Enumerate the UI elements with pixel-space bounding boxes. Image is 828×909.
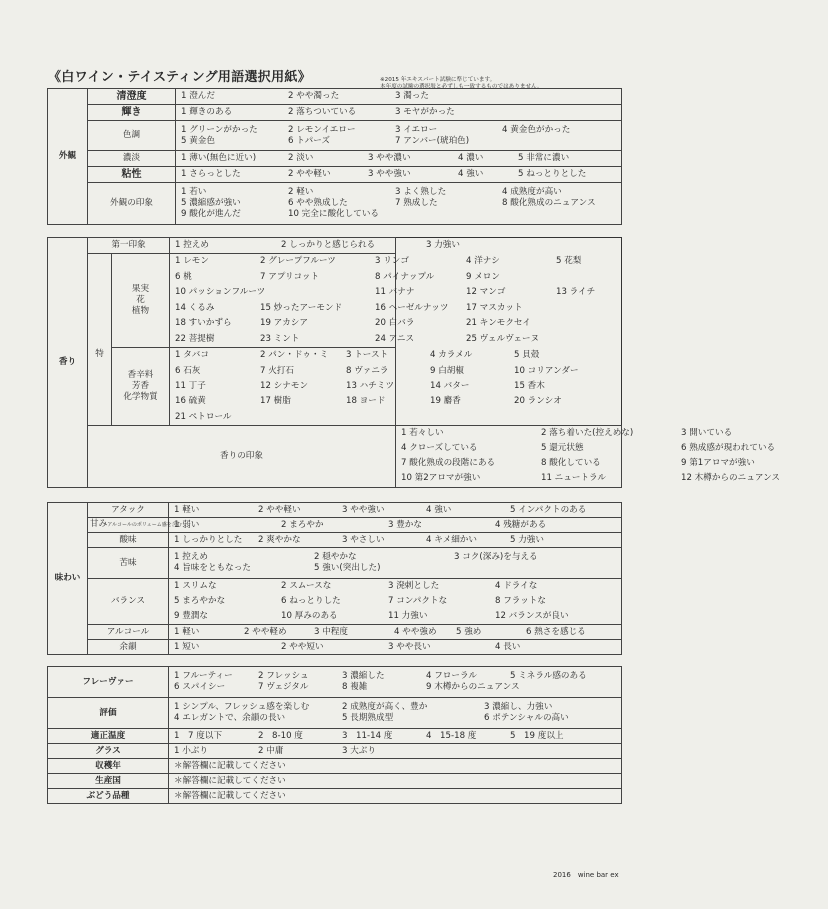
option[interactable]: 1 7 度以下: [174, 730, 223, 741]
option[interactable]: 2 やや軽め: [244, 626, 287, 637]
option[interactable]: 10 第2アロマが強い: [401, 473, 481, 484]
option[interactable]: 1 グリーンがかった: [181, 124, 258, 135]
options: [396, 425, 781, 487]
option[interactable]: 2 まろやか: [281, 519, 324, 530]
options: [176, 121, 622, 151]
option[interactable]: 4 黄金色がかった: [502, 124, 571, 135]
option[interactable]: 4 キメ細かい: [426, 534, 477, 545]
option[interactable]: 2 しっかりと感じられる: [281, 240, 376, 250]
answer-note[interactable]: ＊解答欄に記載してください: [174, 760, 286, 771]
color-row: [48, 121, 622, 151]
option[interactable]: 5 まろやかな: [174, 596, 226, 606]
option[interactable]: 3 濃縮し、力強い: [484, 702, 553, 712]
option[interactable]: 1 輝きのある: [181, 107, 233, 117]
option[interactable]: 18 ヨード: [346, 396, 386, 407]
option[interactable]: 5 ねっとりとした: [518, 169, 587, 179]
row-label: ぶどう品種: [48, 789, 169, 804]
option[interactable]: 4 長い: [495, 641, 521, 652]
option[interactable]: 1 スリムな: [174, 581, 217, 591]
option[interactable]: 6 スパイシー: [174, 682, 226, 692]
exam-note-line: ※2015 年エキスパート試験に準じています。: [380, 77, 496, 83]
balance-row: [48, 579, 622, 625]
option[interactable]: 4 やや強め: [394, 626, 437, 637]
option[interactable]: 3 溌剌とした: [388, 581, 440, 591]
option[interactable]: 1 軽い: [174, 626, 200, 637]
option[interactable]: 6 やや熟成した: [288, 198, 348, 208]
option[interactable]: 1 小ぶり: [174, 745, 208, 756]
option[interactable]: 7 ヴェジタル: [258, 682, 309, 692]
option[interactable]: 2 フレッシュ: [258, 671, 309, 681]
option[interactable]: 2 やや軽い: [258, 504, 301, 515]
option[interactable]: 6 ポテンシャルの高い: [484, 713, 569, 723]
option[interactable]: 3 開いている: [681, 428, 733, 439]
row-label: [88, 518, 182, 533]
option[interactable]: 2 中庸: [258, 745, 284, 756]
option[interactable]: 5 力強い: [510, 534, 544, 545]
option[interactable]: 7 アンバー(琥珀色): [395, 135, 470, 146]
option[interactable]: 2 淡い: [288, 153, 314, 163]
option[interactable]: 14 くるみ: [175, 302, 215, 313]
option[interactable]: 17 マスカット: [466, 302, 523, 313]
intensity-row: [48, 151, 622, 167]
option[interactable]: 3 11-14 度: [342, 730, 393, 741]
option[interactable]: 4 濃い: [458, 153, 484, 163]
row-label: 生産国: [48, 774, 169, 789]
row-label: アルコール: [88, 625, 169, 640]
option[interactable]: 4 強い: [426, 504, 452, 515]
option[interactable]: 2 成熟度が高く、豊か: [342, 702, 428, 712]
option[interactable]: 4 強い: [458, 169, 484, 179]
row-label: バランス: [88, 579, 169, 625]
option[interactable]: 13 ライチ: [556, 287, 596, 298]
option[interactable]: 6 熟成感が現われている: [681, 443, 776, 454]
option[interactable]: 3 リンゴ: [375, 256, 409, 267]
fruit-label: [112, 254, 170, 348]
option[interactable]: 3 やや長い: [388, 641, 431, 652]
option[interactable]: 16 ヘーゼルナッツ: [375, 302, 449, 313]
option[interactable]: 1 フルーティー: [174, 671, 233, 681]
options: [176, 89, 622, 105]
option[interactable]: 3 やや強い: [368, 169, 411, 179]
option[interactable]: 5 ミネラル感のある: [510, 671, 587, 681]
options: [169, 625, 622, 640]
options: [169, 518, 622, 533]
viscosity-row: [48, 167, 622, 183]
options: [169, 729, 622, 744]
option[interactable]: 10 パッションフルーツ: [175, 287, 266, 298]
finish-row: [48, 640, 622, 655]
option[interactable]: 2 8-10 度: [258, 730, 303, 741]
option[interactable]: 5 強い(突出した): [314, 563, 381, 573]
option[interactable]: 1 さらっとした: [181, 169, 241, 179]
country-row: [48, 774, 622, 789]
option[interactable]: 3 濃縮した: [342, 671, 385, 681]
row-label: 清澄度: [88, 89, 176, 105]
option[interactable]: 4 クローズしている: [401, 443, 478, 454]
options: [169, 667, 622, 698]
options: [169, 744, 622, 759]
first-impression-row: [48, 238, 622, 254]
options: [176, 151, 622, 167]
option[interactable]: 20 白バラ: [375, 318, 415, 329]
option[interactable]: 9 白胡椒: [430, 365, 464, 376]
option[interactable]: 21 ペトロール: [175, 411, 232, 422]
option[interactable]: 6 熱さを感じる: [526, 626, 586, 637]
option[interactable]: 2 爽やかな: [258, 534, 301, 545]
option[interactable]: 2 落ち着いた(控えめな): [541, 428, 634, 439]
fruit-label-line: 花: [136, 295, 145, 305]
option[interactable]: 7 酸化熟成の段階にある: [401, 458, 496, 469]
option[interactable]: 9 第1アロマが強い: [681, 458, 755, 469]
fruit-row: [48, 254, 622, 348]
option[interactable]: 7 コンパクトな: [388, 596, 448, 606]
spice-label-line: 化学物質: [123, 391, 158, 402]
option[interactable]: 4 残糖がある: [495, 519, 547, 530]
brilliance-row: [48, 105, 622, 121]
fruit-label-line: 植物: [131, 306, 150, 316]
appearance-impression-row: [48, 183, 622, 225]
option[interactable]: 3 力強い: [426, 240, 460, 250]
exam-note-line: 本年度の試験の選択肢と必ずしも一致するものではありません。: [380, 84, 543, 90]
row-label: 外観の印象: [88, 183, 176, 225]
option[interactable]: 11 力強い: [388, 611, 428, 621]
option[interactable]: 1 若い: [181, 187, 207, 197]
option[interactable]: 7 熟成した: [395, 198, 438, 208]
footer-credit: 2016 wine bar ex: [553, 871, 619, 879]
option[interactable]: 24 アニス: [375, 333, 415, 344]
options: [170, 348, 579, 426]
option[interactable]: 1 弱い: [174, 519, 200, 530]
row-label: 輝き: [88, 105, 176, 121]
option[interactable]: 4 ドライな: [495, 581, 538, 591]
option[interactable]: 6 石灰: [175, 365, 201, 376]
option[interactable]: 3 トースト: [346, 350, 389, 361]
option[interactable]: 5 インパクトのある: [510, 504, 587, 515]
grape-row: [48, 789, 622, 804]
option[interactable]: 12 シナモン: [260, 380, 309, 391]
option[interactable]: 8 パイナップル: [375, 271, 435, 282]
attack-row: [48, 503, 622, 518]
vintage-row: [48, 759, 622, 774]
option[interactable]: 3 やさしい: [342, 534, 385, 545]
option[interactable]: 2 やや濁った: [288, 91, 340, 101]
option[interactable]: 2 レモンイエロー: [288, 124, 356, 135]
option[interactable]: 1 薄い(無色に近い): [181, 153, 257, 163]
option[interactable]: 19 アカシア: [260, 318, 308, 329]
option[interactable]: 3 濁った: [395, 91, 429, 101]
option[interactable]: 1 澄んだ: [181, 91, 215, 101]
option[interactable]: 5 強め: [456, 626, 482, 637]
sweetness-sublabel: アルコールのボリューム感を含む: [107, 522, 182, 528]
options: [170, 254, 596, 348]
option[interactable]: 10 コリアンダー: [514, 365, 579, 376]
option[interactable]: 20 ランシオ: [514, 396, 562, 407]
option[interactable]: 4 エレガントで、余韻の長い: [174, 713, 286, 723]
options: [176, 183, 622, 225]
sweetness-label: 甘み: [90, 519, 108, 529]
option[interactable]: 1 軽い: [174, 504, 200, 515]
taste-section: [47, 502, 622, 655]
alcohol-row: [48, 625, 622, 640]
row-label: 濃淡: [88, 151, 176, 167]
option[interactable]: 1 控えめ: [174, 552, 208, 562]
option[interactable]: 9 木樽からのニュアンス: [426, 682, 520, 692]
option[interactable]: 23 ミント: [260, 333, 300, 344]
row-label: 第一印象: [88, 238, 170, 254]
row-label: 粘性: [88, 167, 176, 183]
option[interactable]: 5 貝殻: [514, 350, 540, 361]
option[interactable]: 3 よく熟した: [395, 187, 447, 197]
option[interactable]: 2 やや軽い: [288, 169, 331, 179]
fruit-label-line: 果実: [131, 284, 150, 294]
option[interactable]: 5 黄金色: [181, 135, 215, 146]
overall-section: [47, 666, 622, 804]
option[interactable]: 18 すいかずら: [175, 318, 232, 329]
option[interactable]: 15 香木: [514, 380, 545, 391]
option[interactable]: 2 穏やかな: [314, 552, 357, 562]
option[interactable]: 22 菩提樹: [175, 333, 215, 344]
option[interactable]: 9 酸化が進んだ: [181, 209, 241, 219]
taste-label: 味わい: [48, 503, 88, 655]
appearance-section: [47, 88, 622, 225]
option[interactable]: 1 短い: [174, 641, 200, 652]
row-label: グラス: [48, 744, 169, 759]
option[interactable]: 8 酸化している: [541, 458, 601, 469]
row-label: 酸味: [88, 533, 169, 548]
flavor-row: [48, 667, 622, 698]
option[interactable]: 5 花梨: [556, 256, 582, 267]
option[interactable]: 8 ヴァニラ: [346, 365, 389, 376]
option[interactable]: 3 コク(深み)を与える: [454, 552, 538, 562]
options: [169, 698, 622, 729]
row-label: アタック: [88, 503, 169, 518]
answer-note[interactable]: ＊解答欄に記載してください: [174, 775, 286, 786]
spice-label-line: 香辛料: [127, 369, 154, 380]
option[interactable]: 5 濃縮感が強い: [181, 198, 241, 208]
option[interactable]: 2 落ちついている: [288, 107, 357, 117]
form-title: 《白ワイン・テイスティング用語選択用紙》: [48, 70, 312, 85]
option[interactable]: 2 スムースな: [281, 581, 332, 591]
option[interactable]: 7 アプリコット: [260, 271, 320, 282]
options: [169, 640, 622, 655]
row-label: 香りの印象: [88, 425, 396, 487]
option[interactable]: 5 長期熟成型: [342, 713, 394, 723]
options: [176, 105, 622, 121]
options: [170, 238, 460, 254]
option[interactable]: 25 ヴェルヴェーヌ: [466, 333, 540, 344]
sweetness-row: [48, 518, 622, 533]
evaluation-row: [48, 698, 622, 729]
clarity-row: [48, 89, 622, 105]
option[interactable]: 12 木樽からのニュアンス: [681, 473, 781, 484]
spice-row: [48, 348, 622, 426]
option[interactable]: 3 豊かな: [388, 519, 422, 530]
row-label: 余韻: [88, 640, 169, 655]
option[interactable]: 15 炒ったアーモンド: [260, 302, 343, 313]
option[interactable]: 1 若々しい: [401, 428, 444, 439]
options: [169, 759, 622, 774]
aroma-impression-row: [48, 425, 622, 487]
option[interactable]: 3 やや濃い: [368, 153, 411, 163]
spice-label: [112, 348, 170, 426]
aroma-section: [47, 237, 781, 488]
option[interactable]: 9 豊潤な: [174, 611, 208, 621]
option[interactable]: 7 火打石: [260, 365, 294, 376]
option[interactable]: 1 タバコ: [175, 350, 209, 361]
option[interactable]: 3 モヤがかった: [395, 107, 455, 117]
glass-row: [48, 744, 622, 759]
option[interactable]: 1 レモン: [175, 256, 209, 267]
option[interactable]: 3 中程度: [314, 626, 348, 637]
options: [169, 579, 622, 625]
option[interactable]: 4 洋ナシ: [466, 256, 500, 267]
option[interactable]: 21 キンモクセイ: [466, 318, 531, 329]
option[interactable]: 4 フローラル: [426, 671, 477, 681]
option[interactable]: 6 桃: [175, 271, 192, 282]
option[interactable]: 2 パン・ドゥ・ミ: [260, 350, 329, 361]
option[interactable]: 5 非常に濃い: [518, 153, 570, 163]
option[interactable]: 12 バランスが良い: [495, 611, 569, 621]
bitterness-row: [48, 548, 622, 579]
option[interactable]: 8 酸化熟成のニュアンス: [502, 198, 596, 208]
options: [169, 533, 622, 548]
option[interactable]: 12 マンゴ: [466, 287, 506, 298]
option[interactable]: 6 トパーズ: [288, 135, 330, 146]
option[interactable]: 19 麝香: [430, 396, 461, 407]
option[interactable]: 14 バター: [430, 380, 470, 391]
row-label: フレーヴァー: [48, 667, 169, 698]
spice-label-line: 芳香: [131, 380, 150, 391]
aroma-label: 香り: [48, 238, 88, 488]
options: [169, 503, 622, 518]
options: [169, 774, 622, 789]
option[interactable]: 3 イエロー: [395, 124, 438, 135]
option[interactable]: 4 旨味をともなった: [174, 563, 251, 573]
option[interactable]: 13 ハチミツ: [346, 380, 395, 391]
row-label: 評価: [48, 698, 169, 729]
row-label: 色調: [88, 121, 176, 151]
option[interactable]: 1 控えめ: [175, 240, 209, 250]
option[interactable]: 2 やや短い: [281, 641, 324, 652]
options: [176, 167, 622, 183]
option[interactable]: 2 軽い: [288, 187, 314, 197]
option[interactable]: 2 グレープフルーツ: [260, 256, 336, 267]
options: [169, 548, 622, 579]
option[interactable]: 17 樹脂: [260, 396, 291, 407]
row-label: 苦味: [88, 548, 169, 579]
option[interactable]: 11 バナナ: [375, 287, 415, 298]
option[interactable]: 10 厚みのある: [281, 611, 338, 621]
option[interactable]: 4 15-18 度: [426, 730, 477, 741]
option[interactable]: 4 カラメル: [430, 350, 473, 361]
option[interactable]: 4 成熟度が高い: [502, 187, 562, 197]
option[interactable]: 1 しっかりとした: [174, 534, 243, 545]
option[interactable]: 1 シンプル、フレッシュ感を楽しむ: [174, 702, 310, 712]
option[interactable]: 8 複雑: [342, 682, 368, 692]
temperature-row: [48, 729, 622, 744]
option[interactable]: 11 ニュートラル: [541, 473, 606, 484]
option[interactable]: 6 ねっとりした: [281, 596, 341, 606]
row-label: 収穫年: [48, 759, 169, 774]
option[interactable]: 16 硫黄: [175, 396, 206, 407]
options: [169, 789, 622, 804]
option[interactable]: 3 やや強い: [342, 504, 385, 515]
option[interactable]: 11 丁子: [175, 380, 206, 391]
acidity-row: [48, 533, 622, 548]
features-label: [88, 254, 112, 426]
features-label-char: 特: [95, 349, 104, 359]
option[interactable]: 5 19 度以上: [510, 730, 564, 741]
option[interactable]: 5 還元状態: [541, 443, 584, 454]
option[interactable]: 10 完全に酸化している: [288, 209, 380, 219]
option[interactable]: 9 メロン: [466, 271, 500, 282]
option[interactable]: 3 大ぶり: [342, 745, 376, 756]
answer-note[interactable]: ＊解答欄に記載してください: [174, 790, 286, 801]
row-label: 適正温度: [48, 729, 169, 744]
option[interactable]: 8 フラットな: [495, 596, 546, 606]
appearance-label: 外観: [48, 89, 88, 225]
